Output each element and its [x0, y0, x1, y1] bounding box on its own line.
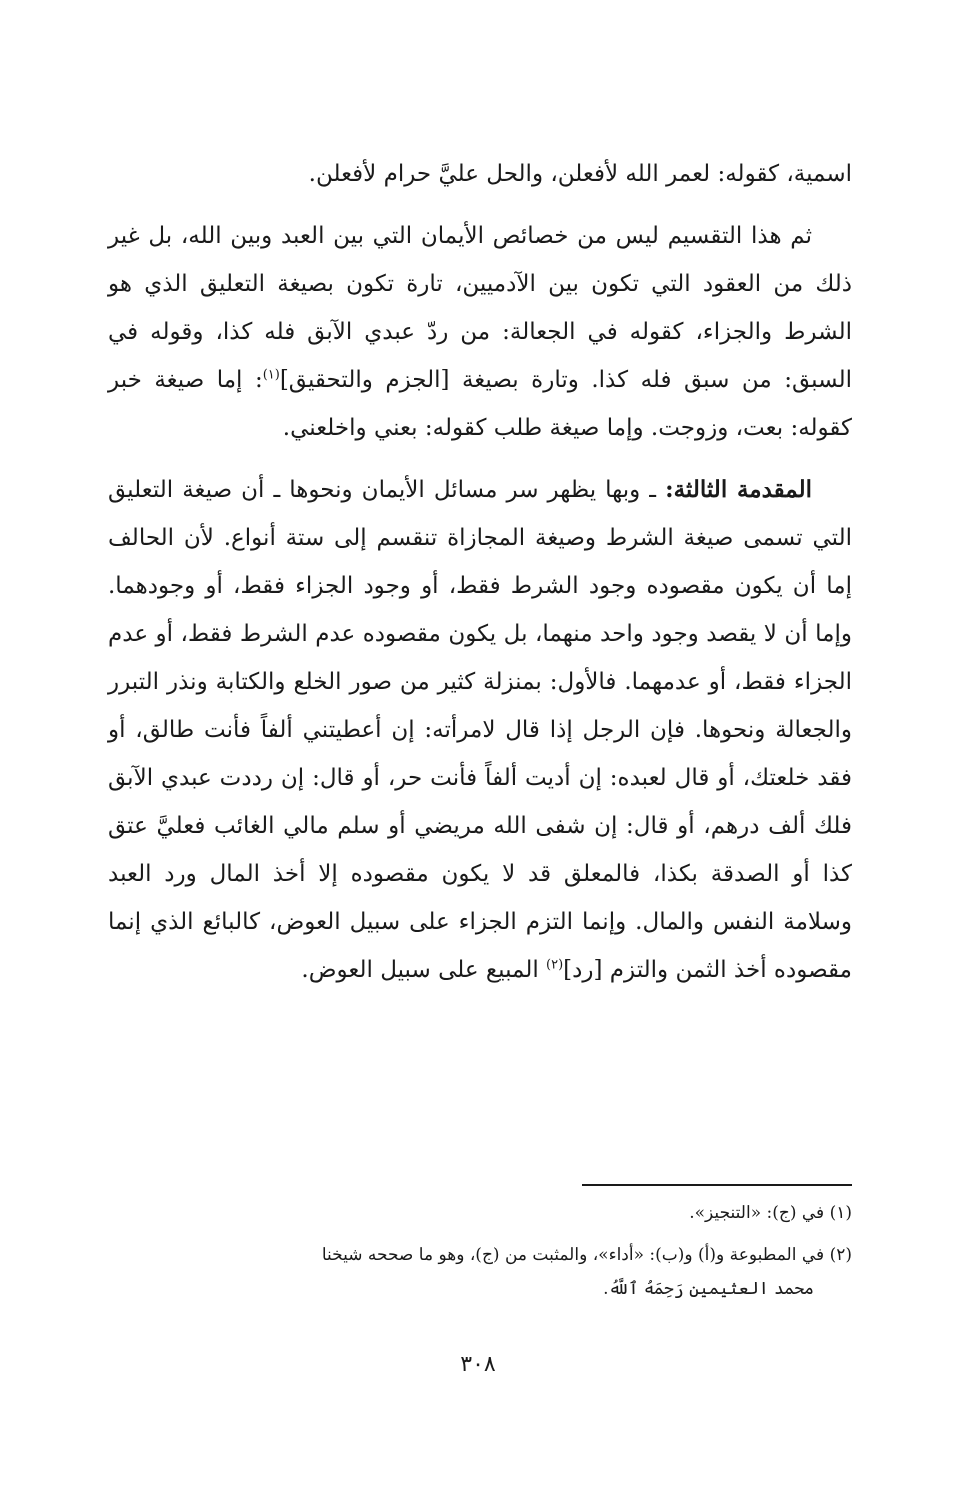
- section-heading: المقدمة الثالثة:: [665, 476, 813, 503]
- paragraph-text: المبيع على سبيل العوض.: [301, 957, 547, 983]
- paragraph-text: اسمية، كقوله: لعمر الله لأفعلن، والحل عليَّ حرام لأفعلن.: [308, 161, 852, 187]
- footnote-text: في (ج): «التنجيز».: [689, 1203, 825, 1223]
- footnote-text: في المطبوعة و(أ) و(ب): «أداء»، والمثبت من (ج)، وهو ما صححه شيخنا: [321, 1245, 825, 1265]
- footnote-2: [108, 1238, 852, 1306]
- footnote-marker: (١): [829, 1203, 852, 1223]
- footnote-ref-2[interactable]: (٢): [546, 957, 564, 973]
- paragraph-text: ثم هذا التقسيم ليس من خصائص الأيمان التي بين العبد وبين الله، بل غير ذلك من العقود التي تكون بين الآدميين، تارة تكون بصيغة التعليق الذي هو الشرط والجزاء، كقوله في الجعالة: من ردّ عبدي الآبق فله كذا، وقوله في السبق: من سبق فله كذا. وتارة بصيغة [الجزم والتحقيق]: [108, 223, 852, 393]
- paragraph-text: ـ وبها يظهر سر مسائل الأيمان ونحوها ـ أن صيغة التعليق التي تسمى صيغة الشرط وصيغة المجازاة تنقسم إلى ستة أنواع. لأن الحالف إما أن يكون مقصوده وجود الشرط فقط، أو وجود الجزاء فقط، أو وجودهما. وإما أن لا يقصد وجود واحد منهما، بل يكون مقصوده عدم الشرط فقط، أو عدم الجزاء فقط، أو عدمهما. فالأول: بمنزلة كثير من صور الخلع والكتابة ونذر التبرر والجعالة ونحوها. فإن الرجل إذا قال لامرأته: إن أعطيتني ألفاً فأنت طالق، أو فقد خلعتك، أو قال لعبده: إن أديت ألفاً فأنت حر، أو قال: إن رددت عبدي الآبق فلك ألف درهم، أو قال: إن شفى الله مريضي أو سلم مالي الغائب فعليَّ عتق كذا أو الصدقة بكذا، فالمعلق قد لا يكون مقصوده إلا أخذ المال ورد العبد وسلامة النفس والمال. وإنما التزم الجزاء على سبيل العوض، كالبائع الذي إنما مقصوده أخذ الثمن والتزم [رد]: [108, 477, 852, 983]
- footnote-marker: (٢): [829, 1245, 852, 1265]
- footnote-ref-1[interactable]: (١): [262, 367, 280, 383]
- paragraph-text: : إما صيغة خبر كقوله: بعت، وزوجت. وإما صيغة طلب كقوله: بعني واخلعني.: [108, 367, 852, 441]
- paragraph-1: [108, 150, 852, 198]
- page-number: ٣٠٨: [460, 1352, 496, 1377]
- footnote-divider: [582, 1184, 852, 1186]
- paragraph-3: [108, 466, 852, 994]
- footnote-1: [108, 1196, 852, 1230]
- page-body: [108, 150, 852, 994]
- paragraph-2: [108, 212, 852, 452]
- footnotes: [108, 1196, 852, 1306]
- footnote-text-continued: محمد العثيمين رَحِمَهُ ٱللَّهُ.: [603, 1279, 814, 1299]
